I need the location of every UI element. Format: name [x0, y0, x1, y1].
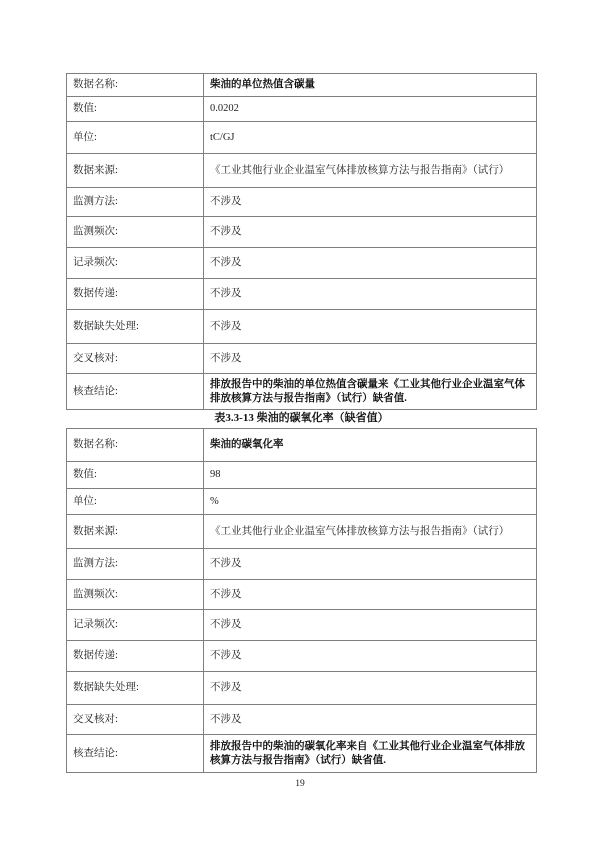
table-row	[67, 488, 536, 514]
row-label: 数值:	[67, 462, 204, 488]
table-caption: 表3.3-13 柴油的碳氧化率（缺省值）	[214, 412, 389, 424]
row-value: 0.0202	[210, 103, 239, 114]
row-value: 柴油的单位热值含碳量	[210, 79, 315, 90]
row-label: 数据名称:	[67, 74, 204, 96]
row-value: 《工业其他行业企业温室气体排放核算方法与报告指南》（试行）	[210, 525, 510, 537]
row-label: 数值:	[67, 97, 204, 121]
table-row	[67, 548, 536, 579]
table-row	[67, 609, 536, 640]
row-value: 不涉及	[210, 352, 242, 364]
row-value: 不涉及	[210, 588, 242, 600]
table-row	[67, 373, 536, 409]
data-table-carbon-oxidation-rate	[66, 428, 537, 773]
table-row	[67, 734, 536, 772]
row-value: tC/GJ	[210, 131, 235, 143]
row-value: 不涉及	[210, 196, 242, 207]
row-value: 98	[210, 469, 221, 480]
row-label: 数据来源:	[67, 515, 204, 548]
table-row	[67, 96, 536, 121]
row-value: 柴油的碳氧化率	[210, 439, 284, 450]
table-row	[67, 153, 536, 187]
row-value: %	[210, 495, 219, 507]
row-label: 记录频次:	[67, 248, 204, 278]
row-label: 监测频次:	[67, 580, 204, 609]
table-row	[67, 640, 536, 671]
row-label: 监测频次:	[67, 217, 204, 247]
table-row	[67, 278, 536, 309]
row-label: 核查结论:	[67, 374, 204, 409]
table-row	[67, 74, 536, 96]
table-row	[67, 579, 536, 609]
table-row	[67, 187, 536, 216]
row-label: 数据传递:	[67, 279, 204, 309]
table-row	[67, 429, 536, 461]
row-label: 交叉核对:	[67, 705, 204, 734]
row-label: 交叉核对:	[67, 344, 204, 373]
table-row	[67, 216, 536, 247]
table-row	[67, 461, 536, 488]
row-label: 监测方法:	[67, 549, 204, 579]
row-label: 数据传递:	[67, 641, 204, 671]
row-value: 不涉及	[210, 650, 242, 661]
table-row	[67, 247, 536, 278]
row-label: 单位:	[67, 489, 204, 514]
row-label: 监测方法:	[67, 188, 204, 216]
table-row	[67, 704, 536, 734]
row-label: 数据缺失处理:	[67, 310, 204, 343]
page-number: 19	[295, 779, 305, 789]
row-value: 不涉及	[210, 558, 242, 569]
table-row	[67, 343, 536, 373]
table-row	[67, 671, 536, 704]
row-value: 不涉及	[210, 288, 242, 299]
table-row	[67, 514, 536, 548]
row-value: 不涉及	[210, 257, 242, 268]
row-label: 数据名称:	[67, 429, 204, 461]
row-value: 排放报告中的柴油的单位热值含碳量来《工业其他行业企业温室气体排放核算方法与报告指南》（试行）缺省值.	[210, 378, 525, 404]
row-label: 数据缺失处理:	[67, 672, 204, 704]
row-label: 记录频次:	[67, 610, 204, 640]
row-label: 核查结论:	[67, 735, 204, 772]
row-value: 不涉及	[210, 226, 242, 237]
data-table-unit-calorific-carbon-content	[66, 73, 537, 410]
table-row	[67, 121, 536, 153]
row-value: 不涉及	[210, 619, 242, 630]
row-label: 数据来源:	[67, 154, 204, 187]
row-value: 不涉及	[210, 713, 242, 725]
row-value: 不涉及	[210, 320, 242, 332]
row-value: 排放报告中的柴油的碳氧化率来自《工业其他行业企业温室气体排放核算方法与报告指南》（试行）缺省值.	[210, 740, 525, 766]
row-value: 不涉及	[210, 682, 242, 693]
table-row	[67, 309, 536, 343]
row-value: 《工业其他行业企业温室气体排放核算方法与报告指南》（试行）	[210, 164, 510, 176]
row-label: 单位:	[67, 122, 204, 153]
